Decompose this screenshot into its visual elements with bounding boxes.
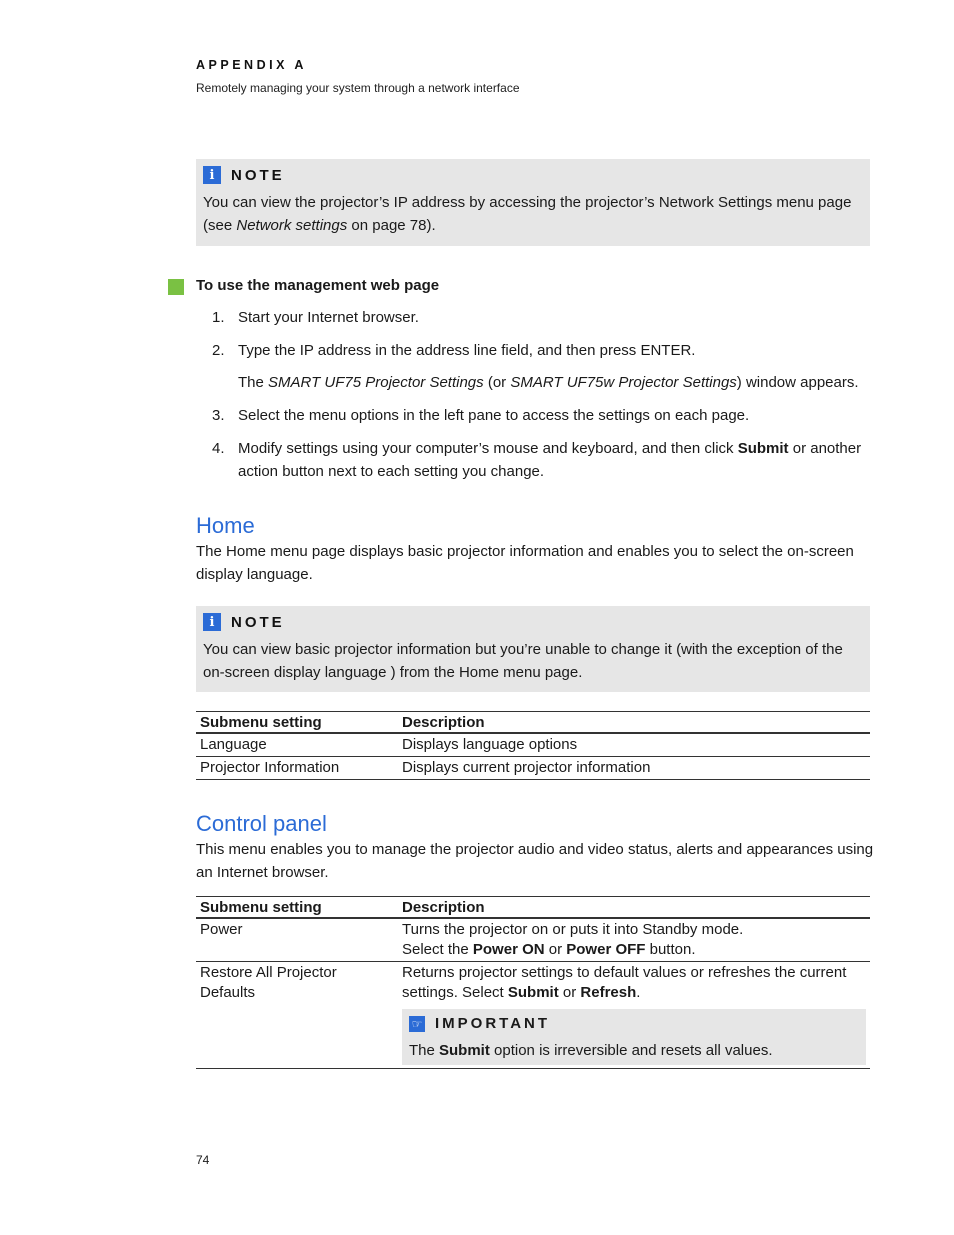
info-icon: i xyxy=(203,613,221,631)
table-row: Power Turns the projector on or puts it into Standby mode. Select the Power ON or Power OFF button. xyxy=(196,918,870,962)
note-label: NOTE xyxy=(231,166,285,184)
note-link-italic: Network settings xyxy=(236,217,348,234)
chapter-subtitle: Remotely managing your system through a network interface xyxy=(196,81,520,95)
pointing-hand-icon: ☞ xyxy=(409,1016,425,1032)
home-submenu-table xyxy=(196,711,870,780)
section-heading-home: Home xyxy=(196,513,255,538)
task-heading: To use the management web page xyxy=(196,277,440,294)
list-item: 2. Type the IP address in the address line field, and then press ENTER. xyxy=(212,342,696,359)
important-text: The Submit option is irreversible and resets all values. xyxy=(409,1042,773,1059)
appendix-label: APPENDIX A xyxy=(196,58,307,72)
page-number: 74 xyxy=(196,1153,210,1167)
note-box xyxy=(196,159,870,246)
note-label: NOTE xyxy=(231,613,285,631)
list-item: 3. Select the menu options in the left pane to access the settings on each page. xyxy=(212,407,750,424)
step-result: The SMART UF75 Projector Settings (or SMART UF75w Projector Settings) window appears. xyxy=(238,374,859,391)
list-item: 1. Start your Internet browser. xyxy=(212,309,419,326)
info-icon: i xyxy=(203,166,221,184)
task-bullet-icon xyxy=(168,279,184,295)
list-item: 4. Modify settings using your computer’s mouse and keyboard, and then click Submit or another action button next to each setting you change. xyxy=(212,440,862,480)
home-paragraph: The Home menu page displays basic projector information and enables you to select the on-screen display language. xyxy=(196,543,854,583)
table-row: Language Displays language options xyxy=(196,733,870,757)
note-text: You can view the projector’s IP address by accessing the projector’s Network Settings menu page (see Network settings on page 78). xyxy=(203,194,852,234)
section-heading-control-panel: Control panel xyxy=(196,811,327,836)
note-text: You can view basic projector information but you’re unable to change it (with the exception of the on-screen display language ) from the Home menu page. xyxy=(203,641,843,681)
control-submenu-table xyxy=(196,896,870,1069)
table-row: Projector Information Displays current projector information xyxy=(196,757,870,780)
steps-list xyxy=(212,306,872,493)
note-box xyxy=(196,606,870,692)
control-paragraph: This menu enables you to manage the projector audio and video status, alerts and appearances using an Internet browser. xyxy=(196,841,874,881)
table-row: Restore All Projector Defaults Returns projector settings to default values or refreshes the current settings. Select Submit or Refresh. ☞ IMPORTANT The Submit option is irreversible and resets all values. xyxy=(196,962,870,1069)
important-box xyxy=(402,1009,866,1065)
table-header-row: Submenu setting Description xyxy=(196,712,870,734)
important-label: IMPORTANT xyxy=(435,1015,551,1032)
table-header-row: Submenu setting Description xyxy=(196,897,870,919)
